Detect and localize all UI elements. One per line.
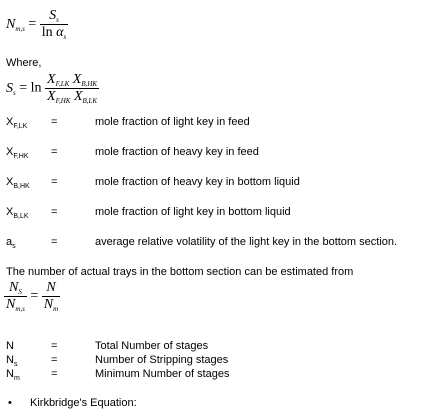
eq2-lhs: $S_s$ [6, 80, 16, 97]
equation-ratio: $\frac{N_S}{N_{m,s}}$ = $\frac{N}{N_m}$ [6, 280, 59, 313]
definition-row-alpha: $a_s$ = average relative volatility of the light key in the bottom section. [6, 236, 398, 250]
stage-row-total: N = Total Number of stages [6, 340, 209, 352]
eq3-right-fraction: $\frac{N}{N_m}$ [43, 280, 59, 313]
paragraph-actual-trays: The number of actual trays in the bottom section can be estimated from [6, 266, 354, 278]
eq3-left-fraction: $\frac{N_S}{N_{m,s}}$ [6, 280, 25, 313]
bullet-icon: • [8, 397, 12, 409]
stage-row-minimum: $N_m$ = Minimum Number of stages [6, 368, 230, 382]
eq2-fraction: $\frac{X_{F,LK} X_{B,HK}}{X_{F,HK} X_{B,LK}}$ [47, 72, 98, 105]
bullet-item-kirkbridge [0, 397, 436, 411]
eq1-lhs: $N_{m,s}$ [6, 16, 25, 33]
equation-ss: $S_s = \ln$ $\frac{X_{F,LK} X_{B,HK}}{X_{F,HK} X_{B,LK}}$ [6, 72, 98, 105]
eq1-fraction: $\frac{S_s}{\ln \alpha_s}$ [41, 8, 67, 41]
bullet-text: Kirkbridge's Equation: [30, 397, 137, 409]
definition-row-xbhk: $X_{B,HK}$ = mole fraction of heavy key in bottom liquid [6, 176, 300, 190]
stage-row-stripping: $N_s$ = Number of Stripping stages [6, 354, 229, 368]
definition-row-xfhk: $X_{F,HK}$ = mole fraction of heavy key in feed [6, 146, 259, 160]
definition-row-xflk: $X_{F,LK}$ = mole fraction of light key in feed [6, 116, 250, 130]
definition-row-xblk: $X_{B,LK}$ = mole fraction of light key in bottom liquid [6, 206, 291, 220]
where-label: Where, [6, 57, 42, 69]
equation-nms: $N_{m,s}$ = $\frac{S_s}{\ln \alpha_s}$ [6, 8, 67, 41]
